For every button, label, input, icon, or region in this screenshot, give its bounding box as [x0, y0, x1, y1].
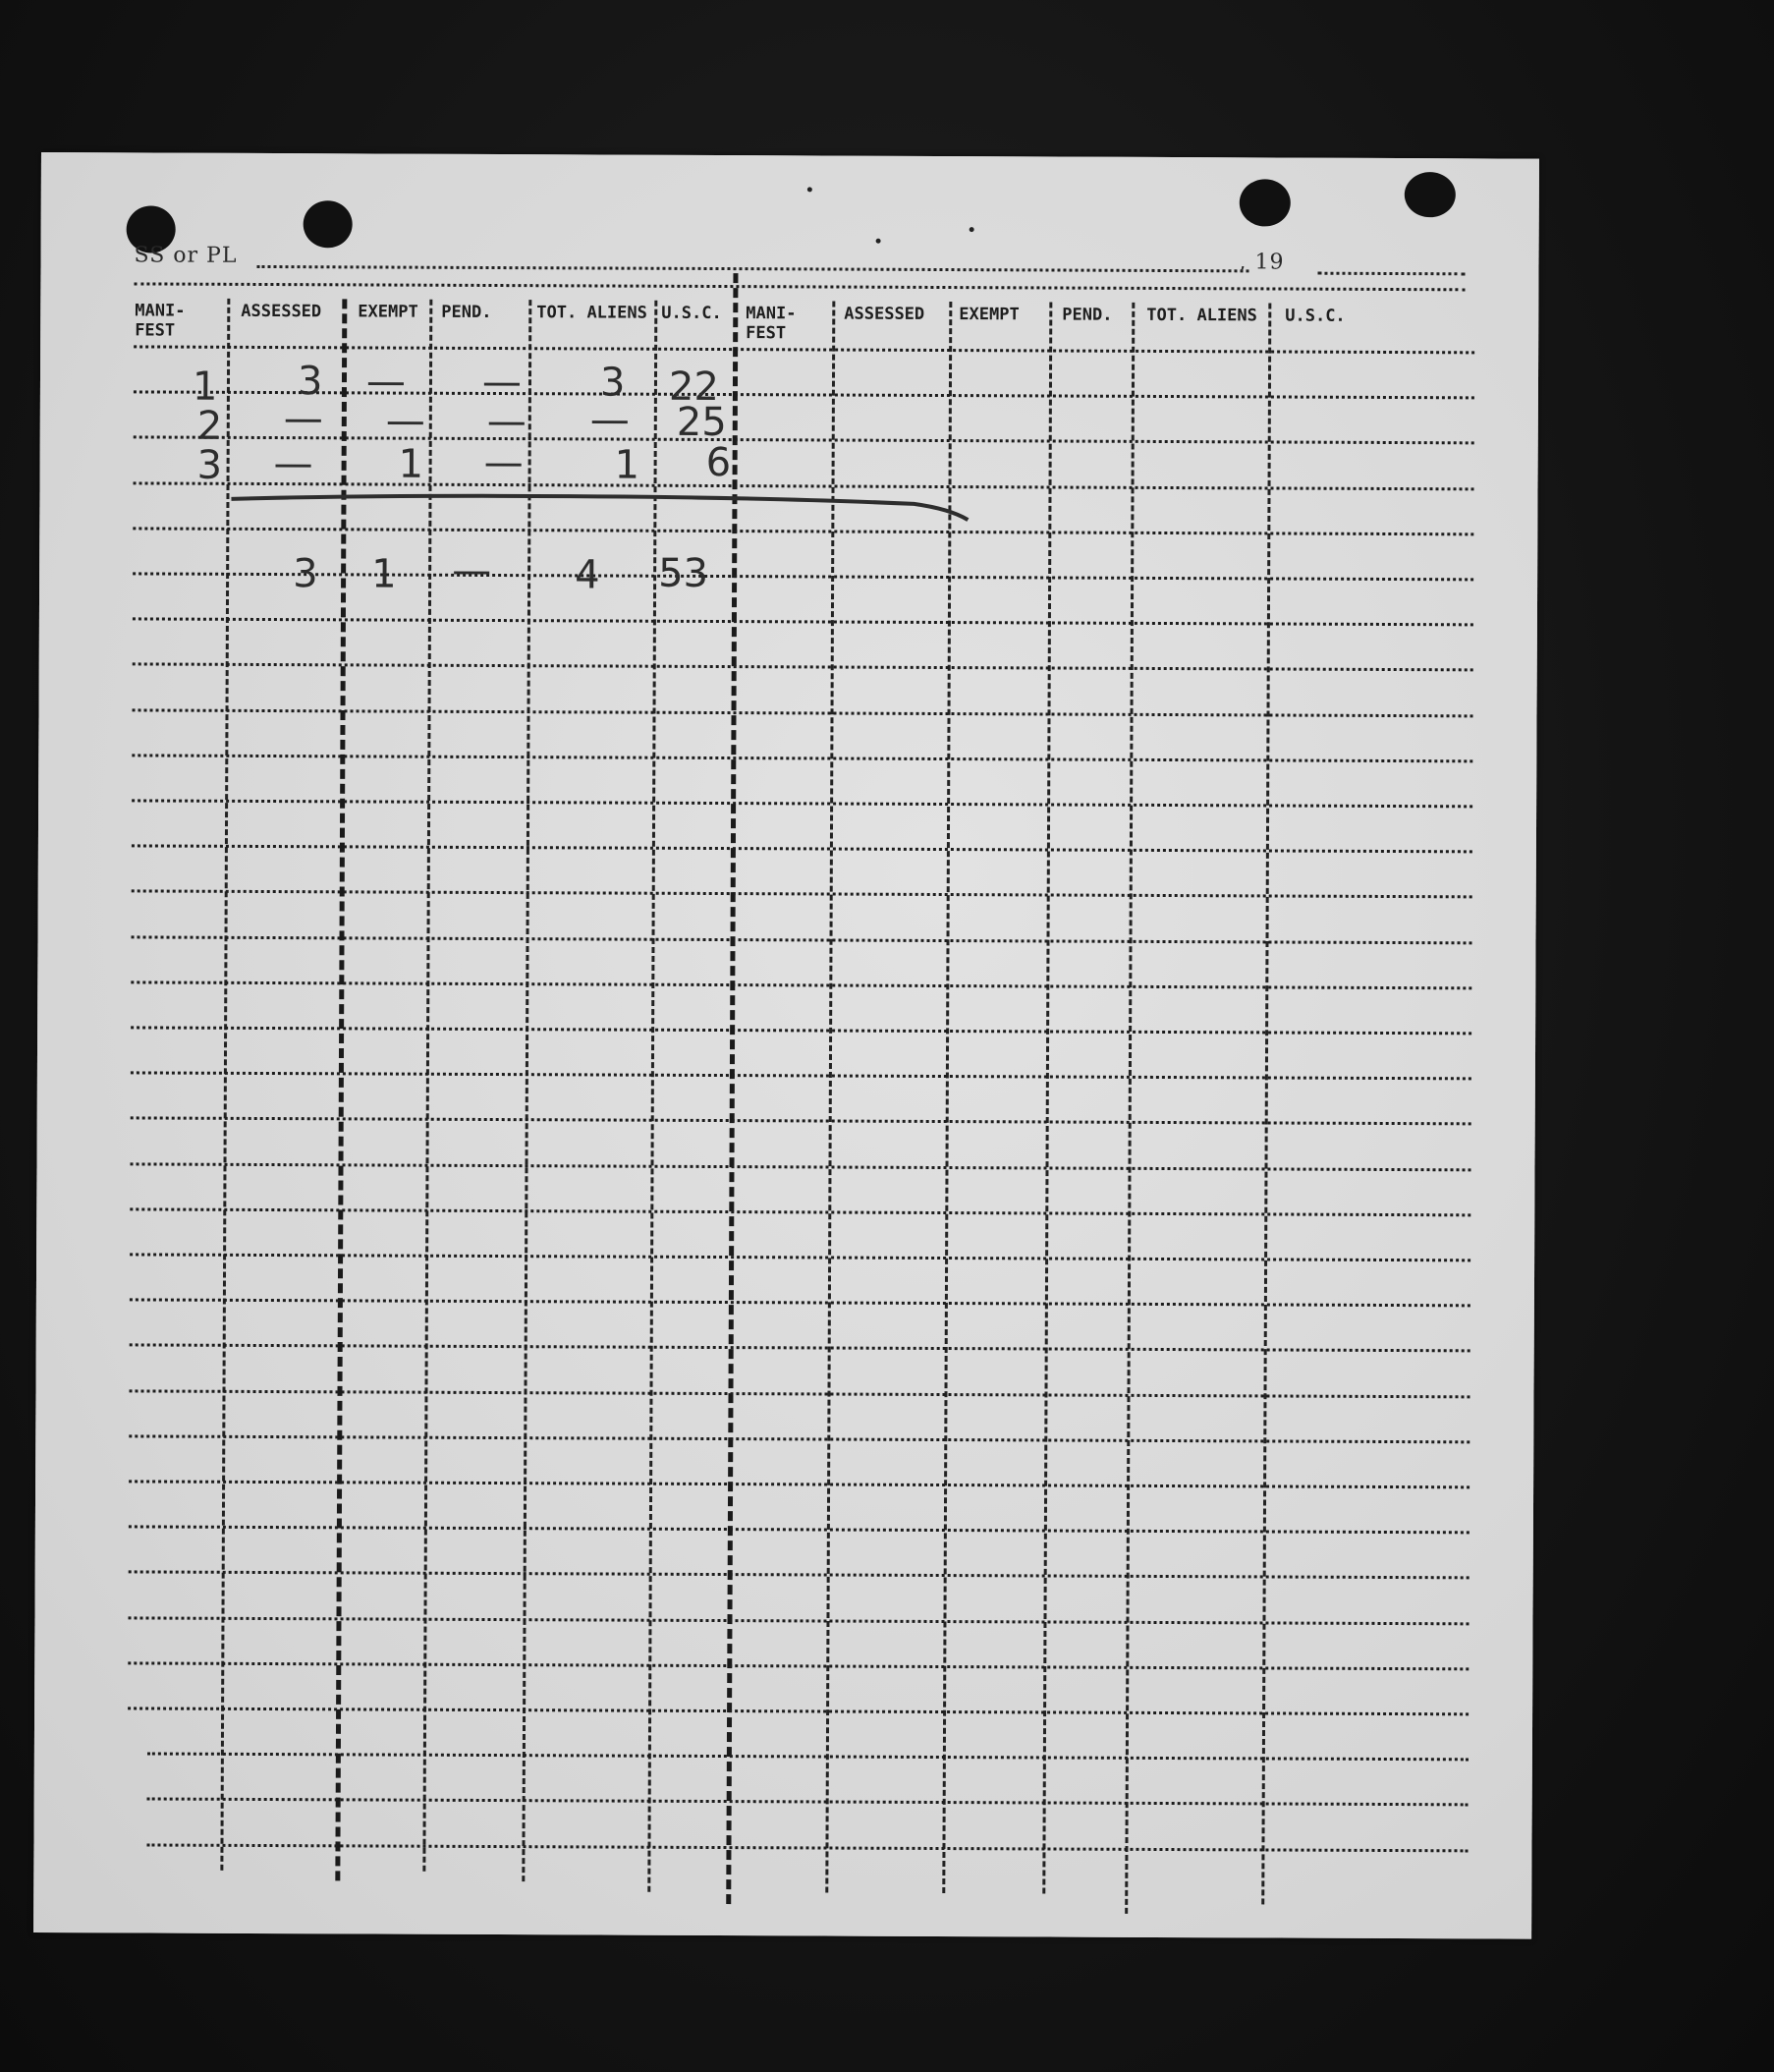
- entry-1-usc: 22: [668, 364, 719, 411]
- entry-2-tot-aliens: —: [589, 397, 630, 443]
- row-rule: [129, 1389, 1469, 1398]
- row-rule: [128, 1707, 1469, 1715]
- row-rule: [129, 1570, 1469, 1579]
- col-header-tot-aliens-right: TOT. ALIENS: [1146, 305, 1257, 326]
- row-rule: [129, 1434, 1469, 1443]
- entry-2-usc: 25: [676, 399, 727, 446]
- total-pend: —: [452, 547, 492, 594]
- entry-1-assessed: 3: [297, 359, 323, 405]
- speck: [970, 227, 974, 232]
- row-rule: [130, 1253, 1470, 1261]
- underline-stroke: [231, 495, 968, 521]
- row-rule: [130, 1207, 1470, 1216]
- header-text: MANI-: [135, 301, 186, 321]
- row-rule: [134, 345, 1474, 354]
- row-rule: [130, 1343, 1470, 1352]
- entry-2-pend: —: [486, 398, 527, 445]
- row-rule: [131, 1116, 1471, 1125]
- row-rule: [133, 572, 1473, 581]
- header-text: FEST: [135, 320, 176, 341]
- punch-hole: [304, 200, 353, 248]
- row-rule: [131, 980, 1471, 989]
- header-text: FEST: [746, 323, 787, 344]
- col-divider: [220, 299, 230, 1871]
- col-divider: [942, 302, 952, 1893]
- row-rule: [131, 1162, 1471, 1171]
- entry-3-assessed: —: [273, 441, 313, 487]
- col-header-pend-right: PEND.: [1062, 305, 1113, 325]
- col-divider: [422, 300, 432, 1872]
- row-rule: [131, 1026, 1471, 1035]
- col-divider: [1042, 302, 1052, 1893]
- row-rule: [133, 617, 1473, 626]
- col-header-pend-left: PEND.: [441, 302, 492, 323]
- col-divider: [647, 301, 657, 1892]
- entry-2-assessed: —: [283, 396, 323, 442]
- col-header-usc-right: U.S.C.: [1285, 306, 1346, 326]
- entry-1-pend: —: [481, 359, 523, 406]
- entry-3-tot-aliens: 1: [614, 442, 640, 488]
- row-rule: [130, 1298, 1470, 1307]
- entry-3-exempt: 1: [398, 441, 424, 487]
- vessel-label: SS or PL: [134, 243, 238, 268]
- col-header-tot-aliens-left: TOT. ALIENS: [536, 303, 647, 323]
- form-sheet: [33, 152, 1539, 1939]
- row-rule: [134, 390, 1474, 399]
- col-divider: [335, 299, 347, 1880]
- row-rule: [128, 1616, 1469, 1625]
- row-rule: [132, 799, 1472, 808]
- col-header-manifest-right: [746, 304, 796, 343]
- entry-3-manifest: 3: [196, 442, 223, 488]
- row-rule: [132, 889, 1472, 898]
- vessel-name-line: [256, 265, 1248, 272]
- col-header-exempt-right: EXEMPT: [959, 305, 1020, 325]
- row-rule: [133, 662, 1473, 671]
- row-rule: [129, 1525, 1469, 1534]
- punch-hole: [1240, 179, 1291, 226]
- year-line: [1317, 272, 1465, 276]
- entry-1-manifest: 1: [192, 364, 218, 410]
- total-underline: [226, 487, 972, 530]
- col-divider: [522, 300, 531, 1881]
- header-top-rule: [134, 282, 1465, 291]
- entry-1-tot-aliens: 3: [599, 360, 626, 406]
- total-tot-aliens: 4: [575, 552, 600, 598]
- row-rule: [128, 1661, 1469, 1670]
- year-prefix: , 19: [1239, 250, 1285, 275]
- row-rule: [131, 1071, 1471, 1080]
- row-rule: [132, 754, 1472, 762]
- col-header-manifest-left: [135, 301, 185, 340]
- row-rule: [134, 435, 1474, 444]
- entry-2-manifest: 2: [196, 403, 223, 449]
- entry-2-exempt: —: [385, 398, 425, 444]
- col-divider: [825, 302, 835, 1893]
- row-lines: [41, 152, 1539, 159]
- entry-3-usc: 6: [705, 439, 732, 486]
- row-rule: [132, 935, 1472, 944]
- col-divider: [1125, 303, 1135, 1914]
- punch-hole: [1405, 172, 1456, 217]
- col-divider: [1261, 303, 1271, 1904]
- col-header-assessed-right: ASSESSED: [844, 304, 925, 324]
- row-rule: [133, 708, 1473, 717]
- total-exempt: 1: [371, 551, 397, 597]
- row-rule: [129, 1480, 1469, 1488]
- entry-3-pend: —: [483, 439, 524, 486]
- row-rule: [147, 1797, 1469, 1806]
- col-header-usc-left: U.S.C.: [661, 303, 722, 324]
- row-rule: [146, 1843, 1468, 1852]
- col-header-assessed-left: ASSESSED: [241, 301, 322, 322]
- total-assessed: 3: [293, 551, 318, 597]
- row-rule: [147, 1752, 1469, 1761]
- speck: [876, 239, 881, 244]
- row-rule: [132, 844, 1472, 853]
- col-header-exempt-left: EXEMPT: [358, 302, 418, 322]
- speck: [807, 187, 812, 192]
- entry-1-exempt: —: [365, 359, 407, 405]
- header-text: MANI-: [746, 304, 797, 324]
- total-usc: 53: [658, 550, 709, 596]
